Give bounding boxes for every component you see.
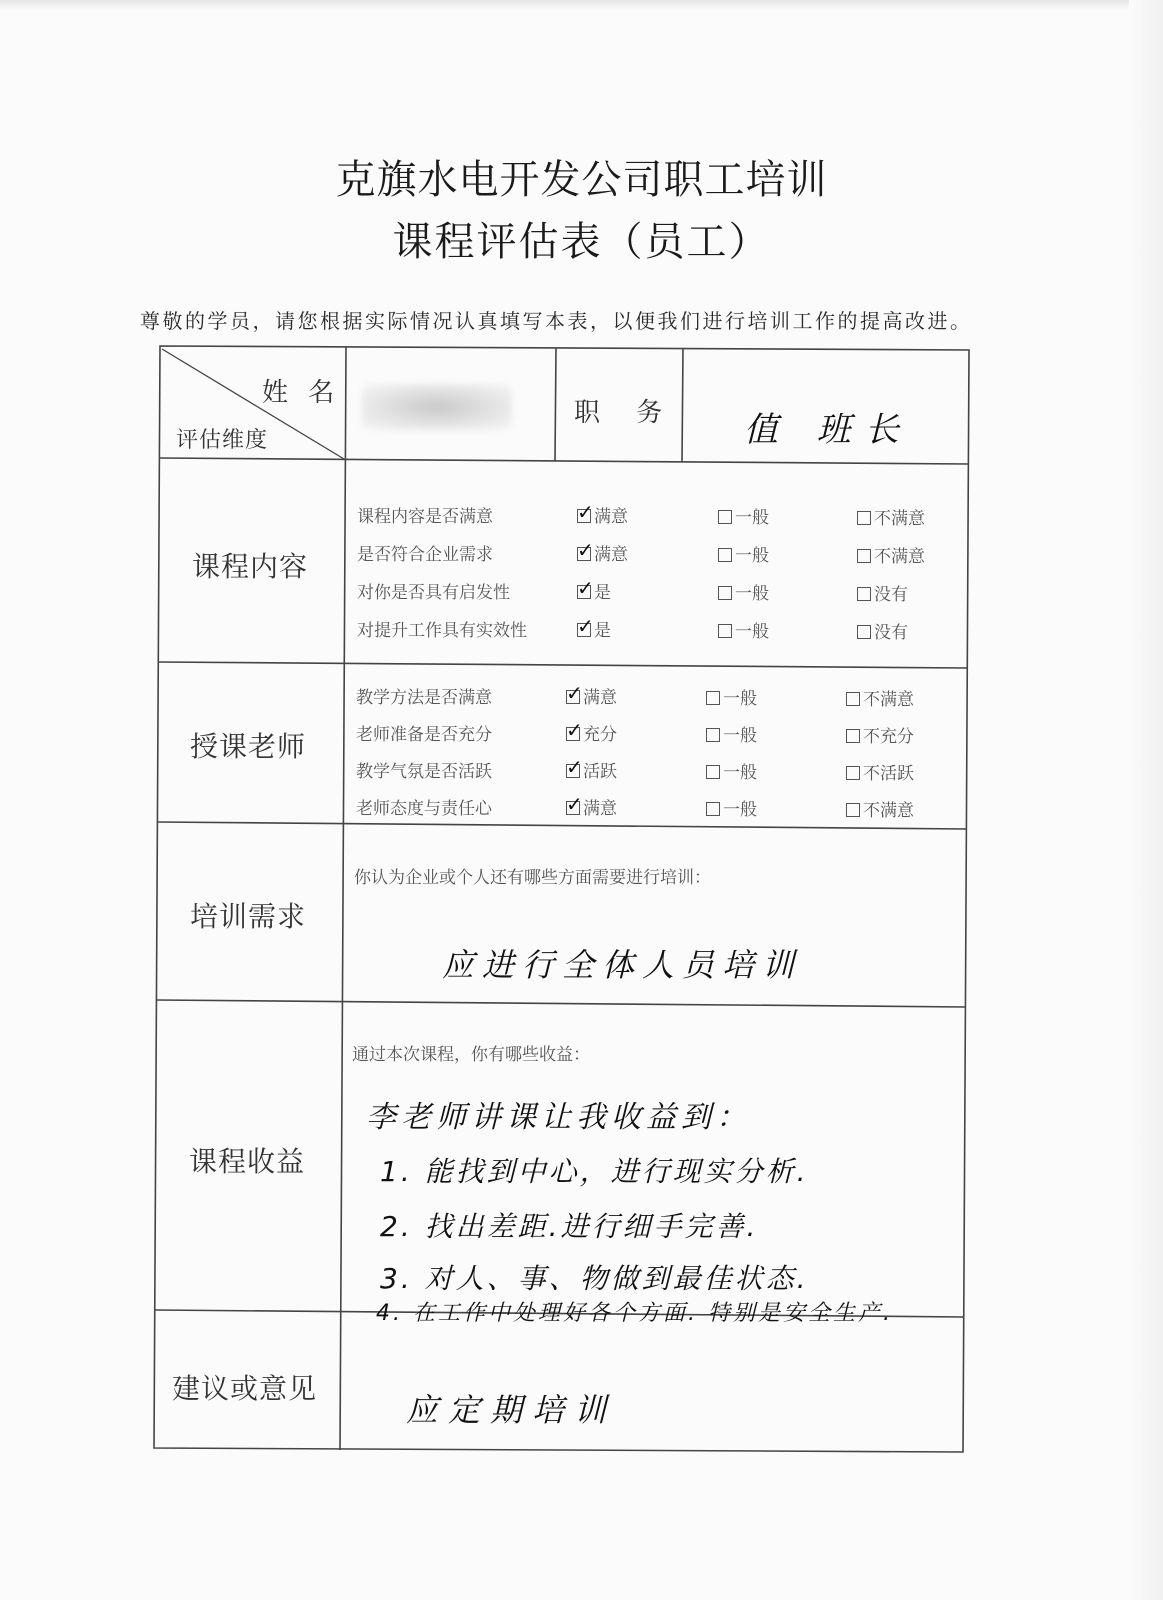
checkbox-checked[interactable] <box>577 623 591 637</box>
question-enterprise-needs: 是否符合企业需求 <box>357 545 493 565</box>
training-needs-answer: 应进行全体人员培训 <box>442 946 803 984</box>
checkbox[interactable] <box>846 766 860 780</box>
checkbox[interactable] <box>857 511 871 525</box>
checkbox[interactable] <box>857 625 871 639</box>
suggestions-answer: 应定期培训 <box>406 1391 617 1429</box>
option: 一般 <box>706 795 757 820</box>
question-teacher-preparation: 老师准备是否充分 <box>356 725 492 745</box>
section-label-training-needs: 培训需求 <box>190 900 307 933</box>
benefits-line-4: 4. 在工作中处理好各个方面. 特别是安全生产. <box>376 1301 893 1326</box>
question-inspiring: 对你是否具有启发性 <box>357 583 510 603</box>
section-label-suggestions: 建议或意见 <box>172 1372 318 1405</box>
option-checked: ✓ 是 <box>577 616 611 641</box>
position-label: 职 务 <box>574 398 677 428</box>
benefits-line-intro: 李老师讲课让我收益到： <box>366 1100 751 1135</box>
option: 一般 <box>718 579 769 604</box>
checkbox[interactable] <box>706 728 720 742</box>
option: 一般 <box>706 684 757 709</box>
question-teacher-attitude: 老师态度与责任心 <box>356 799 492 819</box>
checkbox[interactable] <box>846 692 860 706</box>
option: 不充分 <box>846 722 914 747</box>
option: 不满意 <box>857 504 925 529</box>
checkbox[interactable] <box>718 586 732 600</box>
checkbox-checked[interactable] <box>566 727 580 741</box>
checkbox[interactable] <box>846 729 860 743</box>
checkbox[interactable] <box>718 510 732 524</box>
checkbox-checked[interactable] <box>577 585 591 599</box>
checkbox[interactable] <box>846 803 860 817</box>
checkbox-checked[interactable] <box>577 547 591 561</box>
benefits-prompt: 通过本次课程，你有哪些收益： <box>352 1045 590 1065</box>
checkbox[interactable] <box>857 549 871 563</box>
option: 不满意 <box>846 685 914 710</box>
option: 一般 <box>706 758 757 783</box>
option: 一般 <box>718 541 769 566</box>
benefits-line-1: 1. 能找到中心，进行现实分析. <box>380 1155 809 1188</box>
question-teaching-method: 教学方法是否满意 <box>356 688 492 708</box>
option-checked: ✓ 满意 <box>577 540 628 565</box>
section-label-course-content: 课程内容 <box>192 550 309 583</box>
option-checked: ✓ 充分 <box>566 720 617 745</box>
option: 不满意 <box>857 542 925 567</box>
benefits-line-2: 2. 找出差距.进行细手完善. <box>380 1210 759 1243</box>
checkbox-checked[interactable] <box>566 801 580 815</box>
checkbox[interactable] <box>706 691 720 705</box>
position-value: 值 班长 <box>744 410 913 450</box>
form-title-line-1: 克旗水电开发公司职工培训 <box>335 157 828 203</box>
name-label: 姓 名 <box>262 378 341 408</box>
checkbox[interactable] <box>718 624 732 638</box>
question-effectiveness: 对提升工作具有实效性 <box>357 621 527 641</box>
option: 一般 <box>718 617 769 642</box>
checkbox[interactable] <box>706 765 720 779</box>
checkbox-checked[interactable] <box>566 690 580 704</box>
checkbox[interactable] <box>718 548 732 562</box>
option: 不满意 <box>846 796 914 821</box>
question-course-content-satisfaction: 课程内容是否满意 <box>357 507 493 527</box>
benefits-line-3: 3. 对人、事、物做到最佳状态. <box>380 1262 809 1295</box>
option: 没有 <box>857 580 908 605</box>
section-label-teacher: 授课老师 <box>190 730 307 763</box>
option: 一般 <box>706 721 757 746</box>
checkbox[interactable] <box>706 802 720 816</box>
checkbox-checked[interactable] <box>566 764 580 778</box>
intro-text: 尊敬的学员，请您根据实际情况认真填写本表，以便我们进行培训工作的提高改进。 <box>140 309 973 333</box>
question-class-atmosphere: 教学气氛是否活跃 <box>356 762 492 782</box>
option: 不活跃 <box>846 759 914 784</box>
checkbox[interactable] <box>857 587 871 601</box>
form-title-line-2: 课程评估表（员工） <box>392 219 771 265</box>
checkbox-checked[interactable] <box>577 509 591 523</box>
option: 没有 <box>857 618 908 643</box>
option: 一般 <box>718 503 769 528</box>
option-checked: ✓ 满意 <box>577 502 628 527</box>
redacted-name-field <box>362 384 512 430</box>
option-checked: ✓ 满意 <box>566 794 617 819</box>
option-checked: ✓ 满意 <box>566 683 617 708</box>
dimension-label: 评估维度 <box>176 428 269 453</box>
option-checked: ✓ 活跃 <box>566 757 617 782</box>
option-checked: ✓ 是 <box>577 578 611 603</box>
section-label-benefits: 课程收益 <box>189 1145 306 1178</box>
training-needs-prompt: 你认为企业或个人还有哪些方面需要进行培训： <box>354 868 711 888</box>
